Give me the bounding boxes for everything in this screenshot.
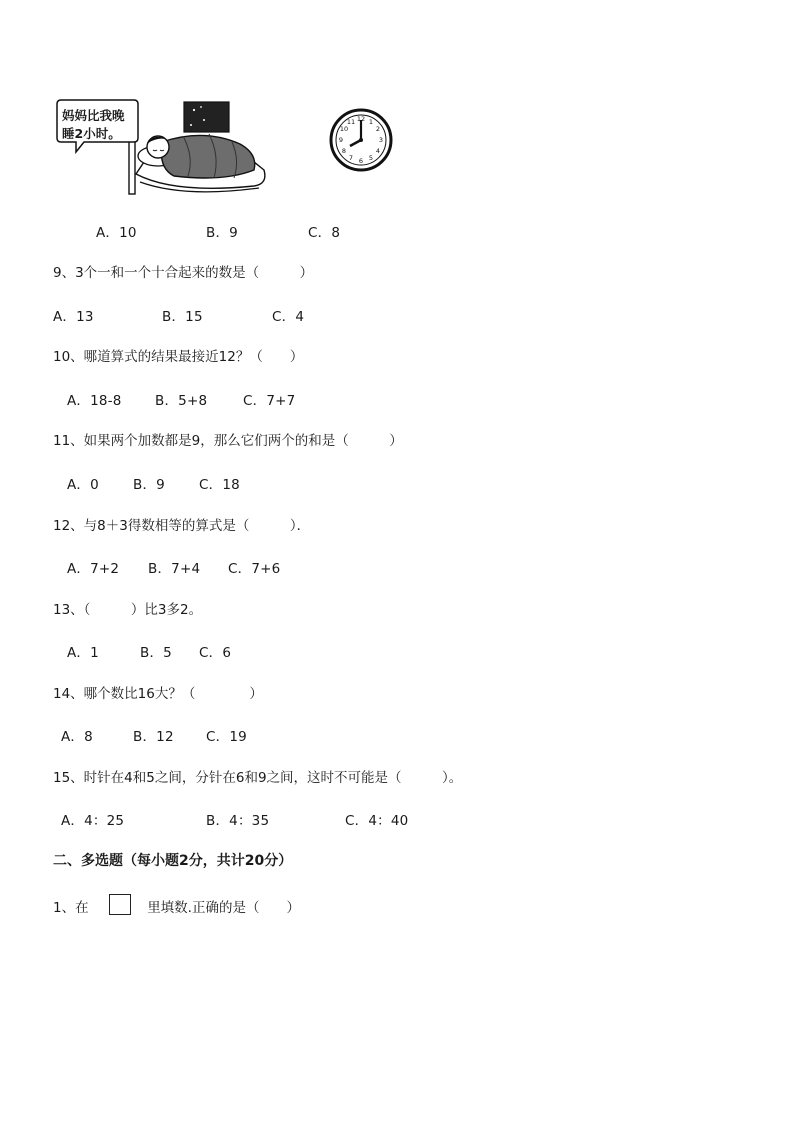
svg-text:12: 12 xyxy=(356,115,366,123)
q11-option-b[interactable]: B．9 xyxy=(133,477,165,493)
svg-text:5: 5 xyxy=(368,154,374,162)
q11-option-a[interactable]: A．0 xyxy=(67,477,99,493)
svg-text:6: 6 xyxy=(358,157,364,165)
q13-text: 13、（ ）比3多2。 xyxy=(53,602,203,618)
q9-option-a[interactable]: A．13 xyxy=(53,309,94,325)
q12-option-b[interactable]: B．7+4 xyxy=(148,561,201,577)
svg-text:3: 3 xyxy=(378,136,384,144)
speech-bubble-line-1: 妈妈比我晚 xyxy=(62,108,125,123)
q14-option-a[interactable]: A．8 xyxy=(61,729,93,745)
m1-prefix: 1、在 xyxy=(53,900,89,916)
answer-box[interactable] xyxy=(109,894,131,915)
q8-option-c[interactable]: C．8 xyxy=(308,225,341,241)
q11-option-c[interactable]: C．18 xyxy=(199,477,240,493)
q11-text: 11、如果两个加数都是9，那么它们两个的和是（ ） xyxy=(53,433,403,449)
q14-text: 14、哪个数比16大？（ ） xyxy=(53,686,263,702)
q12-option-a[interactable]: A．7+2 xyxy=(67,561,120,577)
section-2-title: 二、多选题（每小题2分，共计20分） xyxy=(53,853,293,869)
clock-icon xyxy=(329,108,393,172)
q10-option-c[interactable]: C．7+7 xyxy=(243,393,296,409)
q12-text: 12、与8＋3得数相等的算式是（ ）． xyxy=(53,518,311,534)
svg-text:7: 7 xyxy=(348,154,354,162)
svg-text:9: 9 xyxy=(338,136,344,144)
q9-option-b[interactable]: B．15 xyxy=(162,309,203,325)
q15-option-c[interactable]: C．4：40 xyxy=(345,813,409,829)
q9-option-c[interactable]: C．4 xyxy=(272,309,305,325)
m1-question xyxy=(53,896,300,919)
svg-text:10: 10 xyxy=(339,125,349,133)
q9-text: 9、3个一和一个十合起来的数是（ ） xyxy=(53,265,314,281)
q15-option-b[interactable]: B．4：35 xyxy=(206,813,270,829)
q14-option-b[interactable]: B．12 xyxy=(133,729,174,745)
q13-option-c[interactable]: C．6 xyxy=(199,645,232,661)
q10-option-b[interactable]: B．5+8 xyxy=(155,393,208,409)
q10-text: 10、哪道算式的结果最接近12？（ ） xyxy=(53,349,304,365)
svg-text:1: 1 xyxy=(368,118,374,126)
q10-option-a[interactable]: A．18-8 xyxy=(67,393,122,409)
m1-suffix: 里填数.正确的是（ ） xyxy=(147,900,300,916)
svg-text:8: 8 xyxy=(341,147,347,155)
svg-text:11: 11 xyxy=(346,118,356,126)
q12-option-c[interactable]: C．7+6 xyxy=(228,561,281,577)
q15-option-a[interactable]: A．4：25 xyxy=(61,813,125,829)
q14-option-c[interactable]: C．19 xyxy=(206,729,247,745)
q13-option-a[interactable]: A．1 xyxy=(67,645,99,661)
speech-bubble-line-2: 睡2小时。 xyxy=(62,126,121,141)
svg-text:4: 4 xyxy=(375,147,381,155)
q15-text: 15、时针在4和5之间，分针在6和9之间，这时不可能是（ ）。 xyxy=(53,770,463,786)
svg-text:2: 2 xyxy=(375,125,381,133)
q8-option-a[interactable]: A．10 xyxy=(96,225,137,241)
q13-option-b[interactable]: B．5 xyxy=(140,645,172,661)
q8-option-b[interactable]: B．9 xyxy=(206,225,238,241)
